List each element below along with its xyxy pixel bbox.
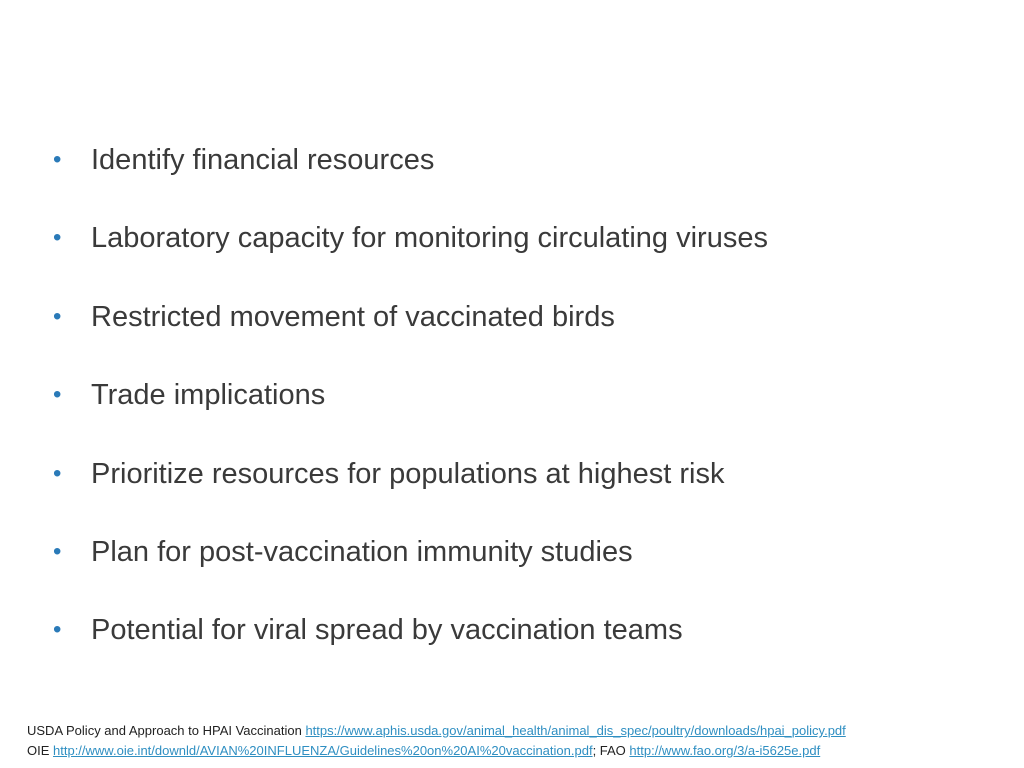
usda-policy-link[interactable]: https://www.aphis.usda.gov/animal_health/animal_dis_spec/poultry/downloads/hpai_policy.pdf — [305, 723, 846, 738]
bullet-text: Laboratory capacity for monitoring circulating viruses — [91, 222, 768, 255]
oie-reference-label: OIE — [27, 743, 54, 758]
bullet-text: Trade implications — [91, 379, 326, 412]
oie-guidelines-link[interactable]: http://www.oie.int/downld/AVIAN%20INFLUENZA/Guidelines%20on%20AI%20vaccination.pdf — [53, 743, 593, 758]
bullet-icon: • — [53, 459, 62, 487]
bullet-item — [50, 216, 768, 294]
fao-reference-label: ; FAO — [592, 743, 630, 758]
bullet-icon: • — [53, 146, 62, 173]
bullet-icon: • — [53, 302, 62, 330]
bullet-item — [50, 530, 768, 608]
usda-reference-label: USDA Policy and Approach to HPAI Vaccination — [27, 723, 306, 738]
bullet-item — [50, 373, 768, 451]
bullet-text: Plan for post-vaccination immunity studies — [91, 535, 633, 568]
bullet-icon: • — [53, 537, 62, 565]
bullet-item — [50, 138, 768, 216]
references — [27, 721, 846, 761]
bullet-icon: • — [53, 224, 62, 252]
bullet-text: Restricted movement of vaccinated birds — [91, 300, 615, 333]
bullet-list — [50, 138, 768, 687]
fao-document-link[interactable]: http://www.fao.org/3/a-i5625e.pdf — [629, 743, 821, 758]
bullet-text: Potential for viral spread by vaccination teams — [91, 614, 683, 647]
reference-line-usda — [27, 721, 846, 741]
bullet-text: Prioritize resources for populations at highest risk — [91, 457, 725, 490]
bullet-item — [50, 452, 768, 530]
bullet-text: Identify financial resources — [91, 144, 435, 176]
bullet-item — [50, 295, 768, 373]
bullet-icon: • — [53, 381, 62, 409]
bullet-item — [50, 608, 768, 686]
reference-line-oie-fao — [27, 741, 846, 761]
bullet-icon: • — [53, 616, 62, 644]
